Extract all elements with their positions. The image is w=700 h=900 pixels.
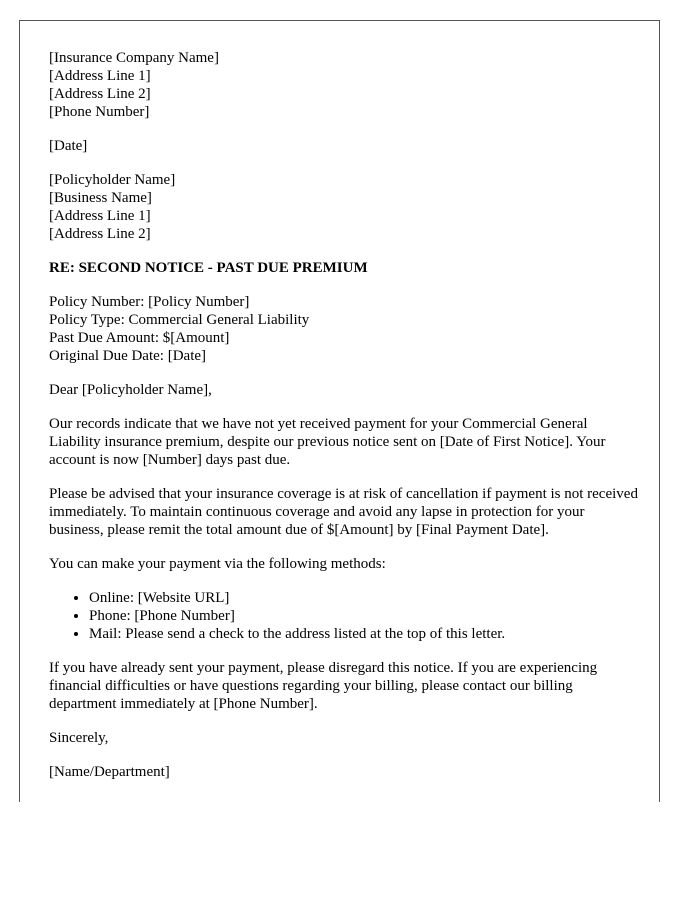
- salutation: Dear [Policyholder Name],: [49, 382, 212, 398]
- policy-type: Policy Type: Commercial General Liability: [49, 312, 310, 328]
- body-paragraph-1: Our records indicate that we have not yet received payment for your Commercial General Liability insurance premium, despite our previous notice sent on [Date of First Notice]. Your account is now [Number] days past due.: [49, 416, 606, 468]
- payment-method-mail: • Mail: Please send a check to the address listed at the top of this letter.: [89, 625, 639, 643]
- past-due-amount: Past Due Amount: $[Amount]: [49, 330, 230, 346]
- signature: [Name/Department]: [49, 764, 170, 780]
- sender-company-name: [Insurance Company Name]: [49, 50, 219, 66]
- payment-methods-list: [49, 589, 639, 643]
- letter-content: [49, 49, 639, 797]
- letter-date: [49, 137, 639, 155]
- payment-method-phone: • Phone: [Phone Number]: [89, 607, 639, 625]
- recipient-address-line-1: [Address Line 1]: [49, 208, 151, 224]
- date-text: [Date]: [49, 138, 88, 154]
- closing: Sincerely,: [49, 730, 109, 746]
- payment-method-online: • Online: [Website URL]: [89, 589, 639, 607]
- recipient-address-block: [49, 171, 639, 243]
- policy-number: Policy Number: [Policy Number]: [49, 294, 250, 310]
- sender-address-line-1: [Address Line 1]: [49, 68, 151, 84]
- recipient-business-name: [Business Name]: [49, 190, 152, 206]
- closing-paragraph: If you have already sent your payment, please disregard this notice. If you are experiencing financial difficulties or have questions regarding your billing, please contact our billing department immediately at [Phone Number].: [49, 660, 598, 712]
- recipient-address-line-2: [Address Line 2]: [49, 226, 151, 242]
- sender-phone: [Phone Number]: [49, 104, 150, 120]
- policy-details-block: [49, 293, 639, 365]
- original-due-date: Original Due Date: [Date]: [49, 348, 207, 364]
- recipient-policyholder-name: [Policyholder Name]: [49, 172, 176, 188]
- sender-address-line-2: [Address Line 2]: [49, 86, 151, 102]
- body-paragraph-3: You can make your payment via the following methods:: [49, 556, 386, 572]
- subject-line: RE: SECOND NOTICE - PAST DUE PREMIUM: [49, 260, 368, 276]
- body-paragraph-2: Please be advised that your insurance coverage is at risk of cancellation if payment is not received immediately. To maintain continuous coverage and avoid any lapse in protection for your business, please remit the total amount due of $[Amount] by [Final Payment Date].: [49, 486, 638, 538]
- letter-page: [19, 20, 660, 802]
- sender-address-block: [49, 49, 639, 121]
